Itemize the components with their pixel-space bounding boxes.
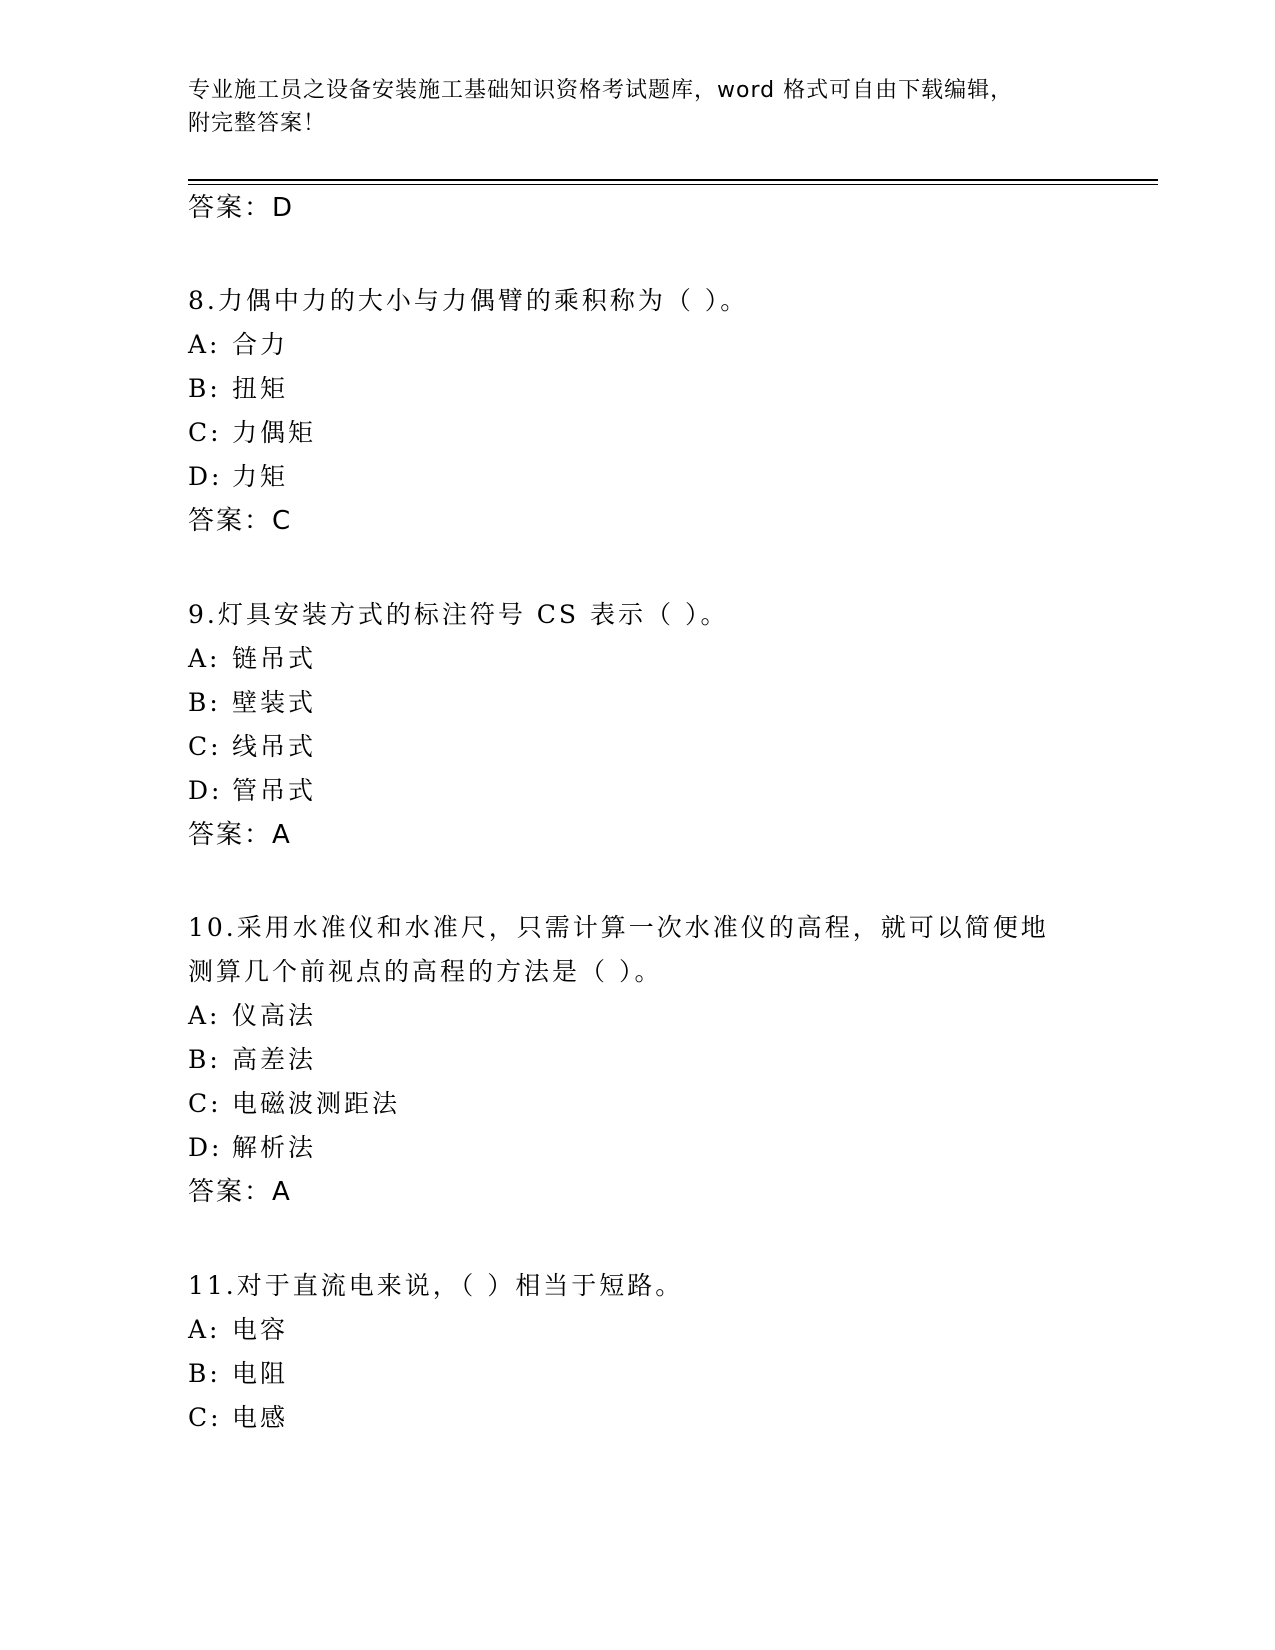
option-text: 合力 — [232, 330, 289, 359]
question-stem: 8.力偶中力的大小与力偶臂的乘积称为（ ）。 — [188, 286, 749, 315]
option-letter: B: — [188, 1359, 221, 1388]
option-d — [188, 1133, 316, 1163]
option-letter: A: — [188, 1315, 221, 1344]
option-text: 电阻 — [232, 1359, 289, 1388]
option-d — [188, 776, 316, 806]
question-stem: 11.对于直流电来说，（ ）相当于短路。 — [188, 1271, 684, 1300]
option-letter: B: — [188, 374, 221, 403]
option-c — [188, 732, 316, 762]
document-header — [188, 74, 1088, 140]
header-line-2: 附完整答案！ — [188, 111, 327, 136]
option-text: 电感 — [232, 1403, 289, 1432]
option-letter: B: — [188, 688, 221, 717]
option-text: 链吊式 — [232, 644, 317, 673]
header-divider-thin — [188, 184, 1158, 185]
option-c — [188, 1403, 288, 1433]
option-text: 力偶矩 — [232, 418, 317, 447]
header-divider-thick — [188, 179, 1158, 181]
option-letter: A: — [188, 330, 221, 359]
option-b — [188, 1359, 288, 1389]
option-letter: A: — [188, 1001, 221, 1030]
option-b — [188, 1045, 316, 1075]
option-letter: D: — [188, 462, 223, 491]
option-a — [188, 644, 316, 674]
option-a — [188, 1315, 288, 1345]
option-text: 力矩 — [232, 462, 289, 491]
option-letter: D: — [188, 776, 223, 805]
option-text: 线吊式 — [232, 732, 317, 761]
header-line-1: 专业施工员之设备安装施工基础知识资格考试题库，word 格式可自由下载编辑， — [188, 78, 1014, 103]
previous-answer: 答案：D — [188, 193, 295, 223]
option-c — [188, 1089, 400, 1119]
option-letter: C: — [188, 732, 222, 761]
answer: 答案：A — [188, 1177, 292, 1207]
option-b — [188, 688, 316, 718]
option-text: 电磁波测距法 — [232, 1089, 401, 1118]
option-d — [188, 462, 288, 492]
question-stem-line-2: 测算几个前视点的高程的方法是（ ）。 — [188, 957, 663, 986]
option-letter: B: — [188, 1045, 221, 1074]
option-c — [188, 418, 316, 448]
option-a — [188, 330, 288, 360]
option-text: 扭矩 — [232, 374, 289, 403]
option-text: 解析法 — [232, 1133, 317, 1162]
question-stem-line-1: 10.采用水准仪和水准尺，只需计算一次水准仪的高程，就可以简便地 — [188, 913, 1049, 942]
question-stem: 9.灯具安装方式的标注符号 CS 表示（ ）。 — [188, 600, 729, 629]
option-text: 管吊式 — [232, 776, 317, 805]
option-text: 高差法 — [232, 1045, 317, 1074]
answer: 答案：A — [188, 820, 292, 850]
option-letter: C: — [188, 418, 222, 447]
option-text: 电容 — [232, 1315, 289, 1344]
option-letter: D: — [188, 1133, 223, 1162]
option-text: 仪高法 — [232, 1001, 317, 1030]
option-a — [188, 1001, 316, 1031]
answer: 答案：C — [188, 506, 293, 536]
option-letter: C: — [188, 1403, 222, 1432]
option-letter: C: — [188, 1089, 222, 1118]
option-b — [188, 374, 288, 404]
option-letter: A: — [188, 644, 221, 673]
option-text: 壁装式 — [232, 688, 317, 717]
